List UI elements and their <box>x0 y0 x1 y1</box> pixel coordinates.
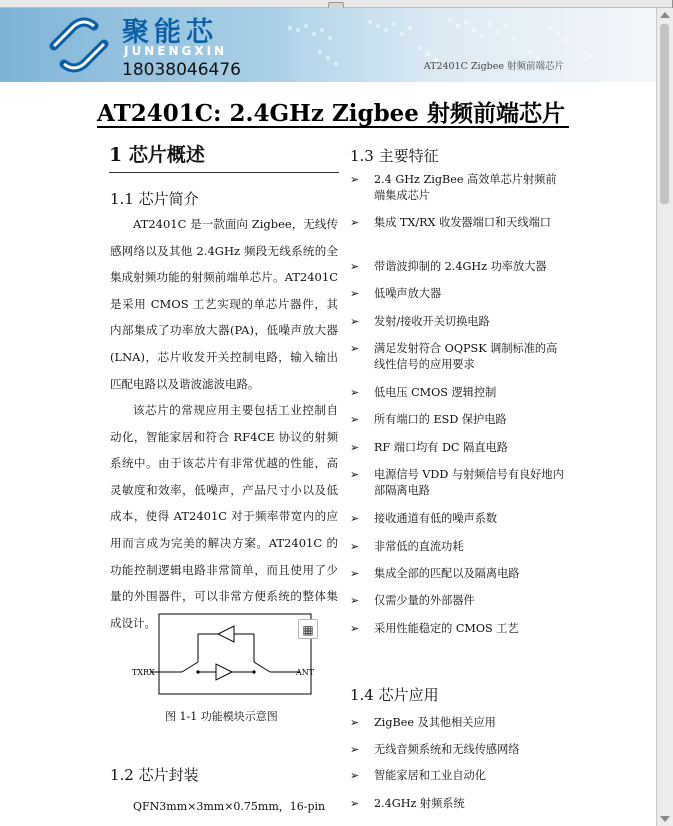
feature-item: ➢ 低噪声放大器 <box>350 287 442 300</box>
figure-button[interactable] <box>298 619 318 639</box>
feature-item: ➢ 采用性能稳定的 CMOS 工艺 <box>350 622 519 635</box>
feature-item: ➢ 集成 TX/RX 收发器端口和天线端口 <box>350 216 551 229</box>
feature-item: ➢ RF 端口均有 DC 隔直电路 <box>350 441 508 454</box>
company-logo-icon <box>40 12 118 78</box>
feature-item: ➢ 电源信号 VDD 与射频信号有良好地内部隔离电路 <box>350 468 564 497</box>
scroll-down-icon[interactable] <box>660 816 670 822</box>
arrow-bullet-icon: ➢ <box>350 797 360 810</box>
arrow-bullet-icon: ➢ <box>350 743 360 756</box>
document-title: AT2401C: 2.4GHz Zigbee 射频前端芯片 <box>97 100 565 127</box>
feature-item: ➢ 满足发射符合 OQPSK 调制标准的高线性信号的应用要求 <box>350 342 558 371</box>
arrow-bullet-icon: ➢ <box>350 567 360 580</box>
feature-item: ➢ 非常低的直流功耗 <box>350 540 464 553</box>
section-1-divider <box>109 172 339 173</box>
arrow-bullet-icon: ➢ <box>350 260 360 273</box>
vertical-scrollbar[interactable] <box>656 8 673 826</box>
feature-item: ➢ 发射/接收开关切换电路 <box>350 315 490 328</box>
figure-caption: 图 1-1 功能模块示意图 <box>165 710 278 723</box>
application-item: ➢ 2.4GHz 射频系统 <box>350 797 465 810</box>
arrow-bullet-icon: ➢ <box>350 540 360 553</box>
logo-phone-number: 18038046476 <box>122 60 241 80</box>
feature-item: ➢ 集成全部的匹配以及隔离电路 <box>350 567 520 580</box>
scroll-up-icon[interactable] <box>660 12 670 18</box>
application-item: ➢ 智能家居和工业自动化 <box>350 769 486 782</box>
document-page <box>0 8 656 826</box>
section-1-1-heading: 1.1 芯片简介 <box>110 190 199 208</box>
feature-item: ➢ 带谐波抑制的 2.4GHz 功率放大器 <box>350 260 547 273</box>
feature-item: ➢ 所有端口的 ESD 保护电路 <box>350 413 507 426</box>
arrow-bullet-icon: ➢ <box>350 386 360 399</box>
viewer-toolbar <box>0 0 672 8</box>
logo-english-name: JUNENGXIN <box>124 44 228 58</box>
arrow-bullet-icon: ➢ <box>350 441 360 454</box>
section-1-2-heading: 1.2 芯片封装 <box>110 766 199 784</box>
arrow-bullet-icon: ➢ <box>350 173 360 186</box>
feature-item: ➢ 2.4 GHz ZigBee 高效单芯片射频前端集成芯片 <box>350 173 557 202</box>
title-divider <box>97 126 569 128</box>
arrow-bullet-icon: ➢ <box>350 216 360 229</box>
arrow-bullet-icon: ➢ <box>350 315 360 328</box>
intro-paragraph-2: 该芯片的常规应用主要包括工业控制自动化，智能家居和符合 RF4CE 协议的射频系统中。由于该芯片有非常优越的性能，高灵敏度和效率，低噪声，产品尺寸小以及低成本，使得 AT2401C 对于频率带宽内的应用而言成为完美的解决方案。AT2401C 的功能控制逻辑电路非常简单，而且使用了少量的外围器件，可以非常方便系统的整体集成设计。 <box>110 403 338 630</box>
application-item: ➢ 无线音频系统和无线传感网络 <box>350 743 520 756</box>
application-item: ➢ ZigBee 及其他相关应用 <box>350 716 496 729</box>
arrow-bullet-icon: ➢ <box>350 716 360 729</box>
figure-label-txrx: TXRX <box>132 668 155 677</box>
arrow-bullet-icon: ➢ <box>350 594 360 607</box>
intro-paragraph-1: AT2401C 是一款面向 Zigbee，无线传感网络以及其他 2.4GHz 频段无线系统的全集成射频功能的射频前端单芯片。AT2401C 是采用 CMOS 工艺实现的单芯片器件，其内部集成了功率放大器(PA)，低噪声放大器(LNA)，芯片收发开关控制电路，输入输出匹配电路以及谐波滤波电路。 <box>110 217 338 391</box>
arrow-bullet-icon: ➢ <box>350 413 360 426</box>
logo-chinese-name: 聚能芯 <box>122 17 218 48</box>
arrow-bullet-icon: ➢ <box>350 468 360 481</box>
scroll-thumb[interactable] <box>660 24 669 204</box>
package-spec: QFN3mm×3mm×0.75mm，16-pin <box>133 800 326 813</box>
feature-item: ➢ 仅需少量的外部器件 <box>350 594 475 607</box>
feature-item: ➢ 低电压 CMOS 逻辑控制 <box>350 386 497 399</box>
section-1-heading: 1 芯片概述 <box>109 144 205 166</box>
qr-code-icon: ▦ <box>302 623 314 637</box>
running-header-title: AT2401C Zigbee 射频前端芯片 <box>423 61 564 72</box>
arrow-bullet-icon: ➢ <box>350 622 360 635</box>
arrow-bullet-icon: ➢ <box>350 512 360 525</box>
figure-label-ant: ANT <box>296 668 315 677</box>
feature-item: ➢ 接收通道有低的噪声系数 <box>350 512 498 525</box>
arrow-bullet-icon: ➢ <box>350 287 360 300</box>
section-1-4-heading: 1.4 芯片应用 <box>350 686 439 704</box>
header-banner <box>0 8 656 82</box>
arrow-bullet-icon: ➢ <box>350 342 360 355</box>
section-1-3-heading: 1.3 主要特征 <box>350 147 439 165</box>
arrow-bullet-icon: ➢ <box>350 769 360 782</box>
